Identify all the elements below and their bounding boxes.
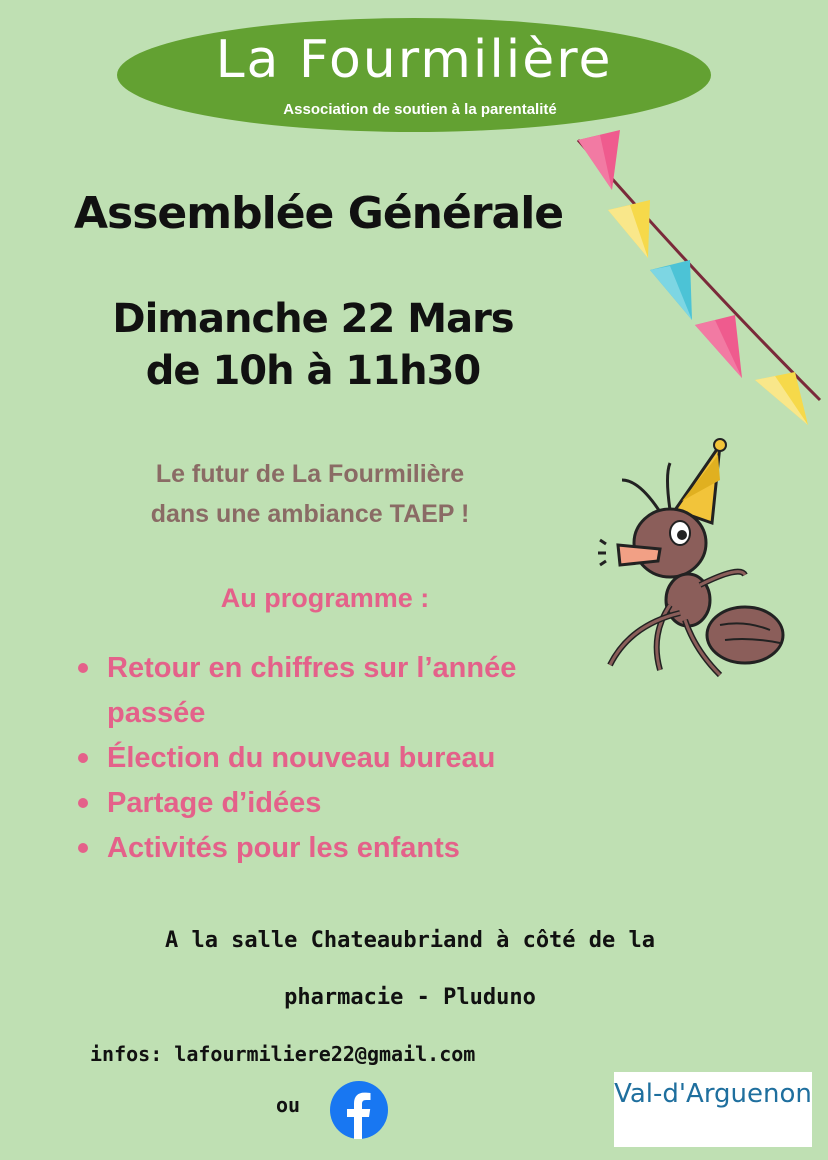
intro-line-2: dans une ambiance TAEP !	[150, 500, 470, 528]
event-title: Assemblée Générale	[74, 188, 564, 239]
org-name: La Fourmilière	[215, 30, 613, 90]
program-item: Activités pour les enfants	[76, 826, 596, 871]
partner-logo-text: Val-d'Arguenon	[614, 1079, 812, 1109]
program-item: Partage d’idées	[76, 781, 596, 826]
intro-line-1: Le futur de La Fourmilière	[155, 460, 465, 488]
program-item: Retour en chiffres sur l’année passée	[76, 646, 596, 736]
or-label: ou	[276, 1093, 301, 1117]
org-tagline: Association de soutien à la parentalité	[283, 101, 557, 118]
partner-logo	[614, 1072, 812, 1147]
venue-line-2: pharmacie - Pluduno	[284, 985, 536, 1010]
program-title: Au programme :	[220, 583, 430, 613]
contact-email[interactable]: infos: lafourmiliere22@gmail.com	[90, 1042, 476, 1066]
facebook-icon[interactable]	[330, 1081, 388, 1139]
event-date: Dimanche 22 Mars	[112, 296, 514, 342]
program-item: Élection du nouveau bureau	[76, 736, 596, 781]
ant-mascot-illustration	[570, 435, 800, 685]
event-time: de 10h à 11h30	[145, 348, 481, 394]
program-list	[76, 646, 596, 871]
bunting-flags-decoration	[570, 120, 828, 440]
venue-line-1: A la salle Chateaubriand à côté de la	[164, 928, 656, 953]
